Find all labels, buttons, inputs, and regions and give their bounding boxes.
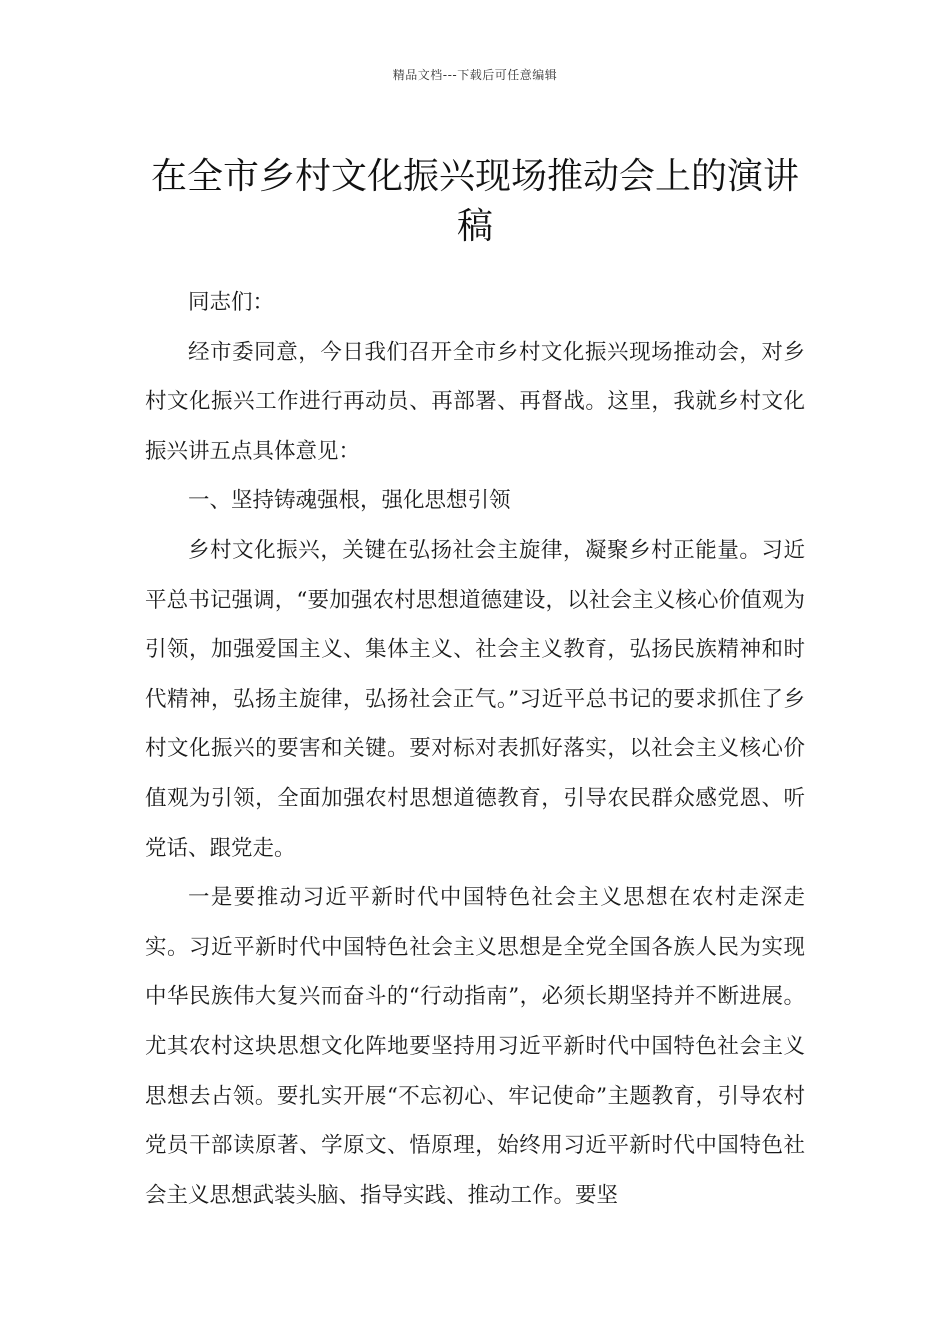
body-paragraph: 一是要推动习近平新时代中国特色社会主义思想在农村走深走实。习近平新时代中国特色社会主义思想是全党全国各族人民为实现中华民族伟大复兴而奋斗的“行动指南”，必须长期坚持并不断进展。尤其农村这块思想文化阵地要坚持用习近平新时代中国特色社会主义思想去占领。要扎实开展“不忘初心、牢记使命”主题教育，引导农村党员干部读原著、学原文、悟原理，始终用习近平新时代中国特色社会主义思想武装头脑、指导实践、推动工作。要坚 <box>145 885 805 1208</box>
salutation-paragraph: 同志们： <box>188 290 275 315</box>
document-title: 在全市乡村文化振兴现场推动会上的演讲稿 <box>150 156 799 248</box>
document-body <box>145 278 805 1220</box>
intro-paragraph: 经市委同意，今日我们召开全市乡村文化振兴现场推动会，对乡村文化振兴工作进行再动员、再部署、再督战。这里，我就乡村文化振兴讲五点具体意见： <box>145 339 805 464</box>
header-note: 精品文档---下载后可任意编辑 <box>392 68 558 82</box>
section-heading: 一、坚持铸魂强根，强化思想引领 <box>188 488 511 514</box>
body-paragraph: 乡村文化振兴，关键在弘扬社会主旋律，凝聚乡村正能量。习近平总书记强调，“要加强农村思想道德建设，以社会主义核心价值观为引领，加强爱国主义、集体主义、社会主义教育，弘扬民族精神和时代精神，弘扬主旋律，弘扬社会正气。”习近平总书记的要求抓住了乡村文化振兴的要害和关键。要对标对表抓好落实，以社会主义核心价值观为引领，全面加强农村思想道德教育，引导农民群众感党恩、听党话、跟党走。 <box>145 537 805 861</box>
